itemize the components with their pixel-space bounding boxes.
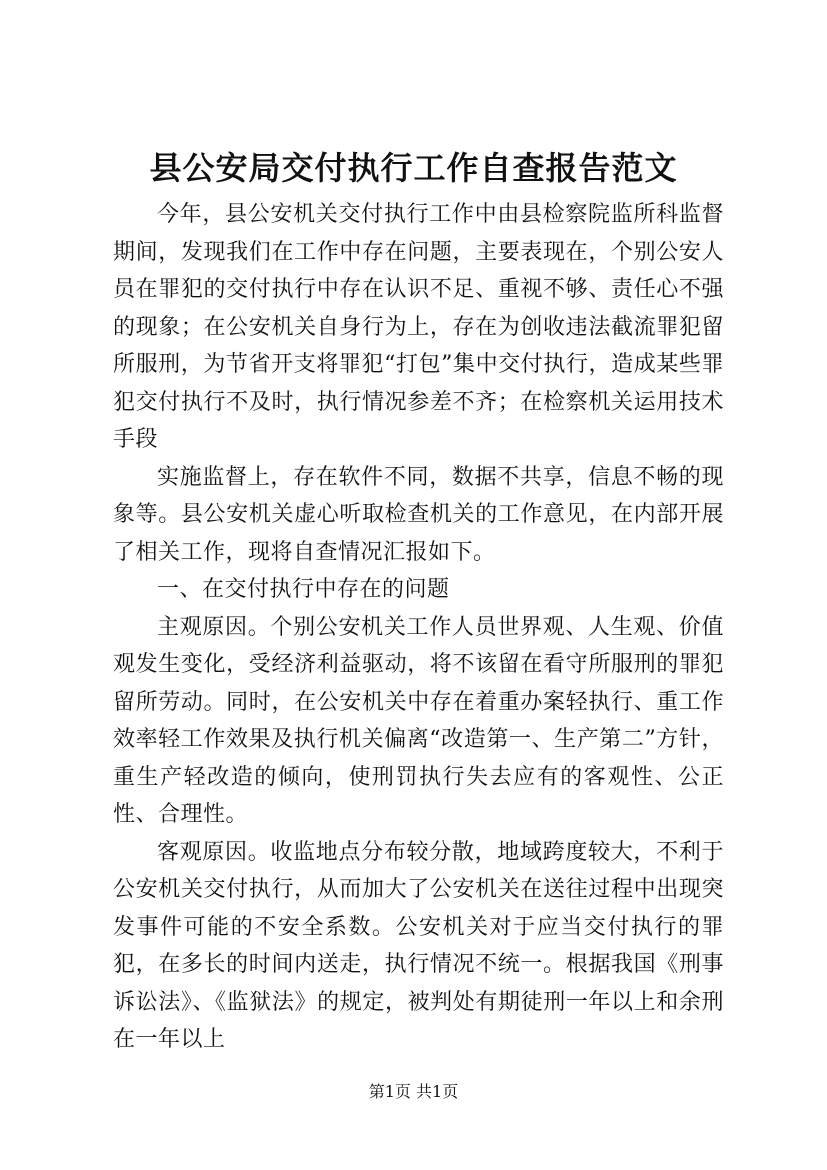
section-heading-problems: 一、在交付执行中存在的问题: [157, 577, 450, 602]
document-body: [113, 196, 724, 1059]
page-footer: 第1页 共1页: [368, 1082, 459, 1101]
paragraph-intro: 今年，县公安机关交付执行工作中由县检察院监所科监督期间，发现我们在工作中存在问题，主要表现在，个别公安人员在罪犯的交付执行中存在认识不足、重视不够、责任心不强的现象；在公安机关自身行为上，存在为创收违法截流罪犯留所服刑，为节省开支将罪犯“打包”集中交付执行，造成某些罪犯交付执行不及时，执行情况参差不齐；在检察机关运用技术手段: [113, 202, 724, 452]
paragraph-subjective-causes: 主观原因。个别公安机关工作人员世界观、人生观、价值观发生变化，受经济利益驱动，将不该留在看守所服刑的罪犯留所劳动。同时，在公安机关中存在着重办案轻执行、重工作效率轻工作效果及执行机关偏离“改造第一、生产第二”方针，重生产轻改造的倾向，使刑罚执行失去应有的客观性、公正性、合理性。: [113, 614, 724, 827]
paragraph-objective-causes: 客观原因。收监地点分布较分散，地域跨度较大，不利于公安机关交付执行，从而加大了公安机关在送往过程中出现突发事件可能的不安全系数。公安机关对于应当交付执行的罪犯，在多长的时间内送走，执行情况不统一。根据我国《刑事诉讼法》、《监狱法》的规定，被判处有期徒刑一年以上和余刑在一年以上: [113, 839, 724, 1052]
paragraph-supervision: 实施监督上，存在软件不同，数据不共享，信息不畅的现象等。县公安机关虚心听取检查机关的工作意见，在内部开展了相关工作，现将自查情况汇报如下。: [113, 464, 724, 565]
document-title: 县公安局交付执行工作自查报告范文: [149, 149, 678, 187]
